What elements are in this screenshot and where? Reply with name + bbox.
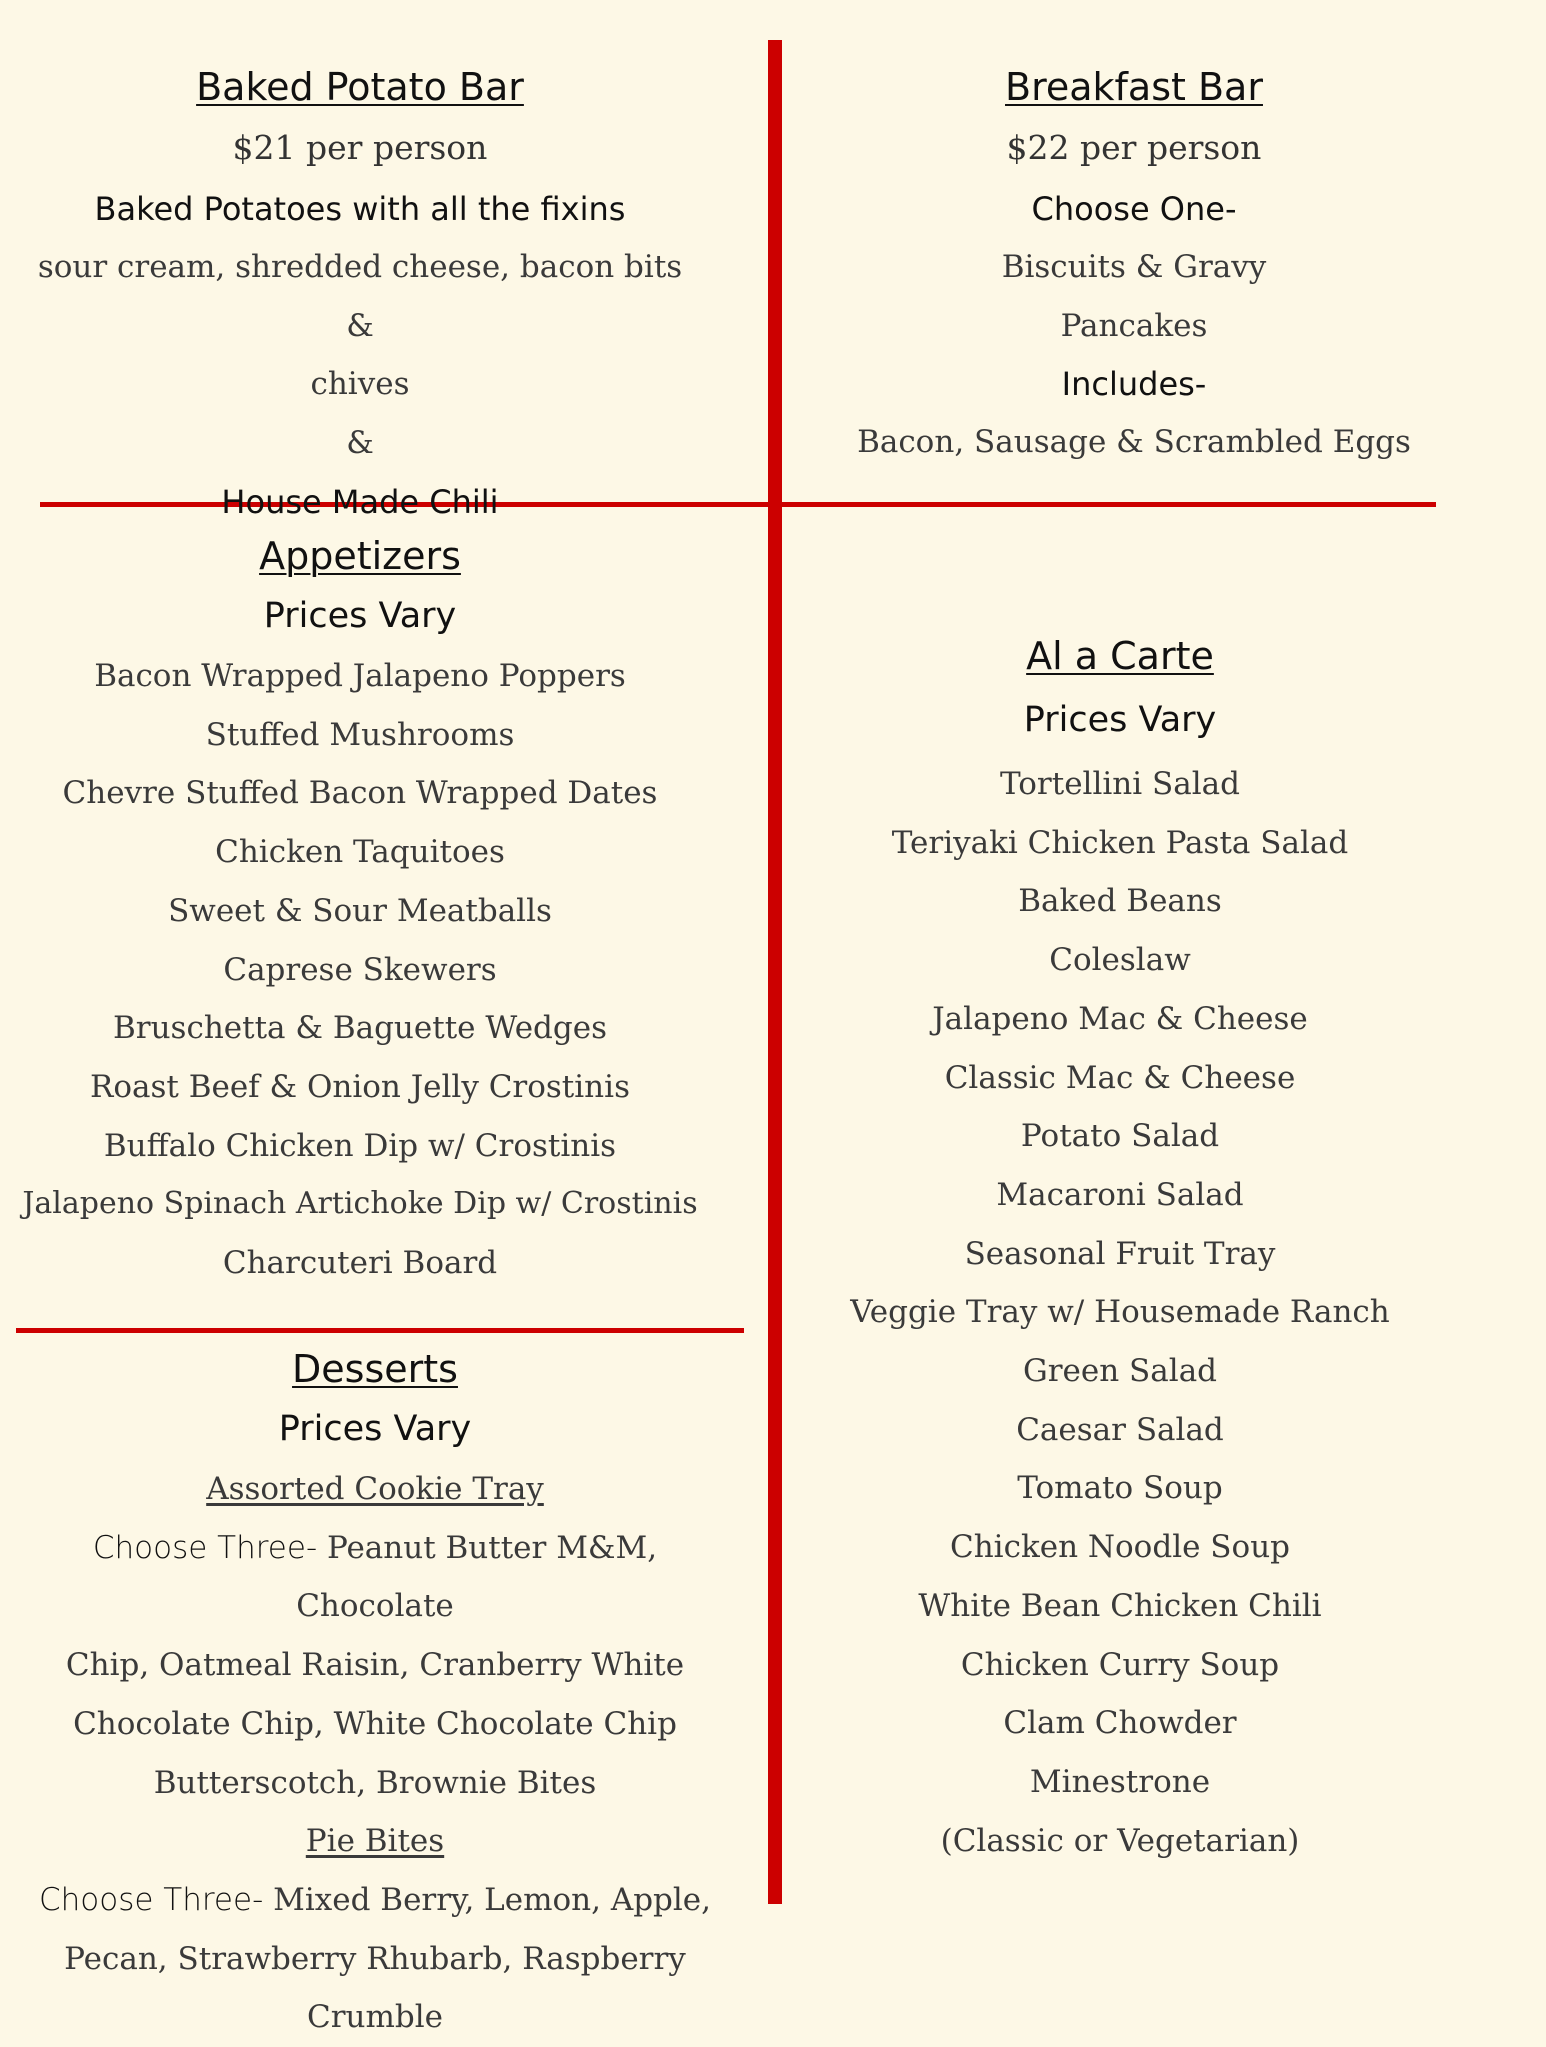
list-item: White Bean Chicken Chili [918, 1587, 1322, 1624]
list-item: Jalapeno Spinach Artichoke Dip w/ Crostinis [22, 1186, 698, 1222]
includes-items: Bacon, Sausage & Scrambled Eggs [857, 424, 1411, 461]
choose-three-label: Choose Three- [92, 1529, 318, 1566]
section-title: Desserts [292, 1347, 458, 1391]
pie-options-text: Crumble [306, 1999, 443, 2036]
section-price: $21 per person [232, 128, 488, 167]
list-item: Sweet & Sour Meatballs [168, 892, 552, 929]
list-item: Minestrone [1029, 1763, 1211, 1800]
list-item: Caprese Skewers [223, 951, 497, 988]
prices-vary: Prices Vary [278, 1409, 472, 1449]
section-title: Appetizers [259, 534, 461, 578]
appetizer-list [0, 647, 720, 1293]
desserts-section [10, 1340, 740, 2047]
list-item: Potato Salad [1020, 1118, 1220, 1155]
chili-text: House Made Chili [221, 482, 499, 521]
vertical-divider [768, 40, 782, 1904]
breakfast-option: Biscuits & Gravy [1001, 249, 1267, 285]
list-item: Coleslaw [1049, 942, 1191, 979]
includes-label: Includes- [1061, 365, 1207, 404]
list-item: Veggie Tray w/ Housemade Ranch [850, 1294, 1390, 1331]
pie-bites-title: Pie Bites [305, 1823, 445, 1860]
prices-vary: Prices Vary [1023, 700, 1217, 740]
list-item: Tortellini Salad [1000, 766, 1240, 802]
list-item: Macaroni Salad [996, 1176, 1244, 1213]
cookie-options [10, 1519, 740, 1636]
section-title: Breakfast Bar [1005, 65, 1263, 109]
list-item: Classic Mac & Cheese [944, 1059, 1296, 1096]
list-item: Bacon Wrapped Jalapeno Poppers [94, 658, 626, 694]
list-item: Teriyaki Chicken Pasta Salad [891, 824, 1349, 861]
cookie-options-text: Butterscotch, Brownie Bites [153, 1764, 597, 1801]
section-price: $22 per person [1006, 128, 1262, 167]
list-item: Caesar Salad [1016, 1411, 1224, 1448]
list-item: Stuffed Mushrooms [205, 716, 515, 753]
list-item: Chicken Curry Soup [960, 1646, 1280, 1683]
choose-three-label: Choose Three- [38, 1881, 264, 1918]
section-title: Baked Potato Bar [196, 65, 524, 109]
section-subtitle: Baked Potatoes with all the fixins [94, 190, 626, 228]
prices-vary: Prices Vary [263, 596, 457, 636]
fixins-text: sour cream, shredded cheese, bacon bits & [37, 249, 683, 344]
ampersand-text: & [346, 425, 374, 462]
pie-options-text: Pecan, Strawberry Rhubarb, Raspberry [64, 1940, 686, 1977]
list-item: Jalapeno Mac & Cheese [932, 1000, 1308, 1037]
breakfast-option: Pancakes [1060, 307, 1208, 344]
list-item: Bruschetta & Baguette Wedges [112, 1010, 607, 1047]
pie-options-text: Mixed Berry, Lemon, Apple, [263, 1881, 712, 1918]
list-item: (Classic or Vegetarian) [940, 1822, 1300, 1859]
cookie-options-text: Peanut Butter M&M, Chocolate [296, 1529, 658, 1625]
baked-potato-section [20, 58, 700, 531]
list-item: Roast Beef & Onion Jelly Crostinis [90, 1068, 630, 1105]
list-item: Green Salad [1022, 1353, 1218, 1390]
cookie-options-text: Chip, Oatmeal Raisin, Cranberry White [65, 1647, 685, 1684]
list-item: Clam Chowder [1003, 1705, 1237, 1742]
appetizers-section [0, 527, 720, 1293]
cookie-tray-title: Assorted Cookie Tray [206, 1471, 544, 1507]
choose-label: Choose One- [1031, 190, 1237, 228]
pie-options [10, 1871, 740, 1930]
alacarte-section [800, 627, 1440, 1870]
list-item: Chevre Stuffed Bacon Wrapped Dates [62, 775, 658, 812]
list-item: Seasonal Fruit Tray [964, 1235, 1276, 1272]
list-item: Baked Beans [1018, 883, 1222, 920]
breakfast-section [800, 58, 1468, 472]
list-item: Chicken Noodle Soup [949, 1529, 1291, 1566]
list-item: Buffalo Chicken Dip w/ Crostinis [103, 1127, 617, 1164]
horizontal-divider-desserts [16, 1328, 744, 1333]
list-item: Tomato Soup [1017, 1470, 1223, 1507]
list-item: Charcuteri Board [222, 1245, 498, 1282]
fixins-text: chives [310, 366, 410, 403]
alacarte-list [800, 755, 1440, 1870]
cookie-options-text: Chocolate Chip, White Chocolate Chip [73, 1705, 677, 1742]
list-item: Chicken Taquitoes [215, 834, 505, 871]
section-title: Al a Carte [1026, 634, 1214, 678]
